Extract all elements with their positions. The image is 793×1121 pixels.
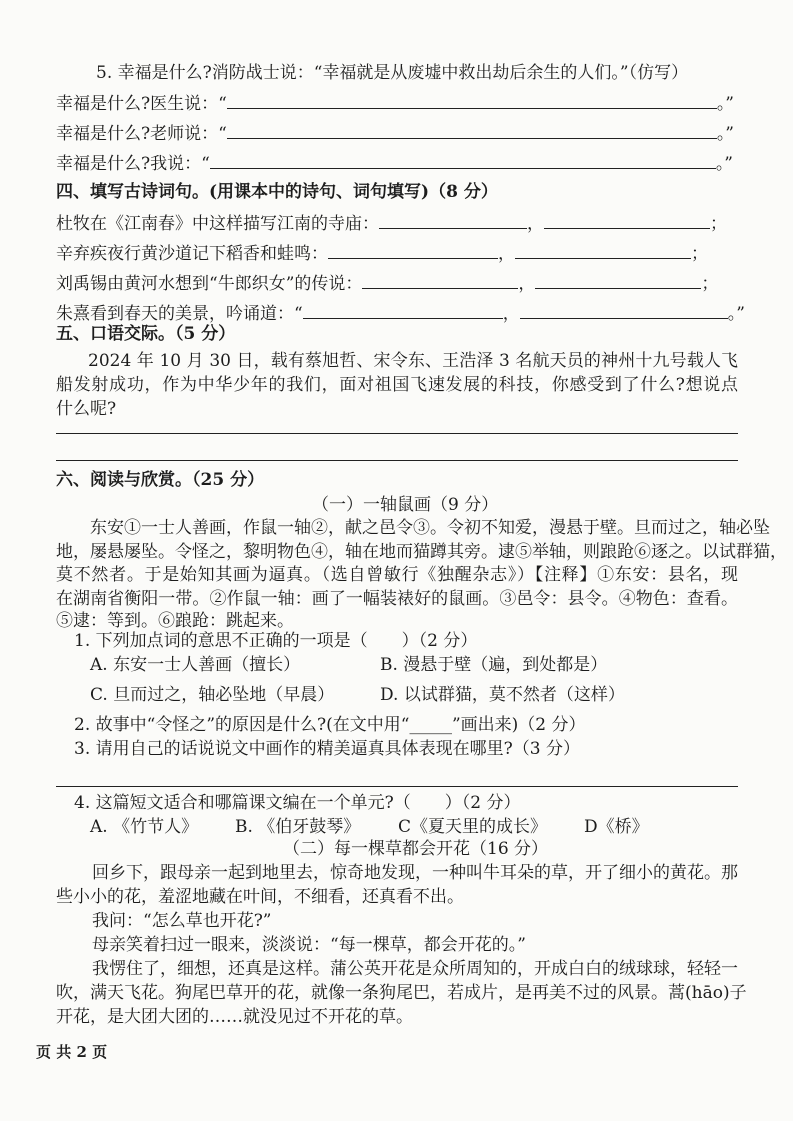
- poem-row-1-blank-a[interactable]: [379, 214, 527, 229]
- passage1-line-4: 在湖南省衡阳一带。②作鼠一轴：画了一幅装裱好的鼠画。③邑令：县令。④物色：查看。: [56, 589, 738, 609]
- poem-row-4-blank-a[interactable]: [303, 304, 503, 319]
- q4-option-b[interactable]: B. 《伯牙鼓琴》: [235, 817, 361, 837]
- s5-para-line-3: 什么呢?: [56, 399, 117, 419]
- q4-option-a[interactable]: A. 《竹节人》: [90, 817, 199, 837]
- passage2-line-6: 吹，满天飞花。狗尾巴草开的花，就像一条狗尾巴，若成片，是再美不过的风景。蒿(hāo)子: [56, 983, 747, 1003]
- passage1-line-2: 地，屡悬屡坠。令怪之，黎明物色④，轴在地而猫蹲其旁。逮⑤举轴，则踉跄⑥逐之。以试群猫，: [56, 542, 787, 562]
- poem-row-3: [56, 273, 718, 295]
- poem-row-4-label: 朱熹看到春天的美景，吟诵道：“: [56, 304, 303, 324]
- q5-line-me: [56, 153, 733, 175]
- passage2-title: （二）每一棵草都会开花（16 分）: [283, 839, 549, 859]
- q5-line-doctor: [56, 93, 734, 115]
- q4-option-d[interactable]: D《桥》: [584, 817, 649, 837]
- q4-option-c[interactable]: C《夏天里的成长》: [398, 817, 548, 837]
- passage1-line-5: ⑤逮：等到。⑥踉跄：跳起来。: [56, 611, 294, 631]
- q1-option-b[interactable]: B. 漫悬于壁（遍，到处都是）: [380, 655, 608, 675]
- q5-teacher-end: 。”: [716, 124, 735, 144]
- q5-teacher-blank[interactable]: [227, 124, 717, 139]
- q5-line-teacher: [56, 123, 734, 145]
- answer-line[interactable]: [56, 433, 738, 434]
- poem-row-3-label: 刘禹锡由黄河水想到“牛郎织女”的传说：: [56, 274, 363, 294]
- q5-prompt: 5. 幸福是什么?消防战士说：“幸福就是从废墟中救出劫后余生的人们。”（仿写）: [96, 63, 689, 83]
- semicolon: ；: [701, 274, 719, 294]
- q1-option-c[interactable]: C. 旦而过之，轴必坠地（早晨）: [90, 685, 335, 705]
- comma: ，: [502, 304, 520, 324]
- question-2: 2. 故事中“令怪之”的原因是什么?(在文中用“_____”画出来)（2 分）: [74, 715, 586, 735]
- semicolon: ；: [691, 244, 708, 264]
- poem-row-1-label: 杜牧在《江南春》中这样描写江南的寺庙：: [56, 214, 379, 234]
- poem-row-4-end: 。”: [727, 304, 745, 324]
- q5-doctor-label: 幸福是什么?医生说：“: [56, 94, 227, 114]
- passage2-line-2: 些小小的花，羞涩地藏在叶间，不细看，还真看不出。: [56, 887, 464, 907]
- passage2-line-1: 回乡下，跟母亲一起到地里去，惊奇地发现，一种叫牛耳朵的草，开了细小的黄花。那: [92, 863, 738, 883]
- passage2-line-4: 母亲笑着扫过一眼来，淡淡说：“每一棵草，都会开花的。”: [92, 935, 526, 955]
- poem-row-1: [56, 213, 727, 235]
- answer-line[interactable]: [56, 460, 738, 461]
- comma: ，: [527, 214, 544, 234]
- section4-heading: 四、填写古诗词句。(用课本中的诗句、词句填写)（8 分）: [56, 182, 498, 202]
- passage1-line-3: 莫不然者。于是始知其画为逼真。（选自曾敏行《独醒杂志》）【注释】①东安：县名，现: [56, 565, 738, 585]
- semicolon: ；: [710, 214, 727, 234]
- poem-row-2-blank-a[interactable]: [328, 244, 498, 259]
- poem-row-4-blank-b[interactable]: [520, 304, 728, 319]
- q5-me-label: 幸福是什么?我说：“: [56, 154, 210, 174]
- comma: ，: [518, 274, 536, 294]
- page-footer: 页 共 2 页: [36, 1043, 108, 1061]
- passage1-line-1: 东安①一士人善画，作鼠一轴②，献之邑令③。令初不知爱，漫悬于壁。旦而过之，轴必坠: [90, 518, 770, 538]
- s5-para-line-1: 2024 年 10 月 30 日，载有蔡旭哲、宋令东、王浩泽 3 名航天员的神州十九号载人飞: [88, 351, 738, 371]
- poem-row-2-label: 辛弃疾夜行黄沙道记下稻香和蛙鸣：: [56, 244, 328, 264]
- question-4: 4. 这篇短文适合和哪篇课文编在一个单元?（ ）（2 分）: [74, 793, 521, 813]
- section6-heading: 六、阅读与欣赏。（25 分）: [56, 470, 265, 490]
- q5-me-blank[interactable]: [210, 154, 716, 169]
- poem-row-1-blank-b[interactable]: [544, 214, 710, 229]
- s5-para-line-2: 船发射成功，作为中华少年的我们，面对祖国飞速发展的科技，你感受到了什么?想说点: [56, 375, 738, 395]
- poem-row-2-blank-b[interactable]: [515, 244, 691, 259]
- passage2-line-3: 我问：“怎么草也开花?”: [92, 911, 272, 931]
- q5-doctor-blank[interactable]: [227, 94, 717, 109]
- poem-row-3-blank-a[interactable]: [362, 274, 518, 289]
- question-1: 1. 下列加点词的意思不正确的一项是（ ）（2 分）: [74, 631, 478, 651]
- passage2-line-5: 我愣住了，细想，还真是这样。蒲公英开花是众所周知的，开成白白的绒球球，轻轻一: [92, 959, 738, 979]
- comma: ，: [498, 244, 515, 264]
- q5-doctor-end: 。”: [716, 94, 735, 114]
- q5-teacher-label: 幸福是什么?老师说：“: [56, 124, 227, 144]
- answer-line[interactable]: [56, 786, 738, 787]
- poem-row-4: [56, 303, 745, 325]
- q1-option-d[interactable]: D. 以试群猫，莫不然者（这样）: [380, 685, 625, 705]
- section5-heading: 五、口语交际。（5 分）: [56, 324, 236, 344]
- poem-row-3-blank-b[interactable]: [535, 274, 701, 289]
- passage2-line-7: 开花，是大团大团的……就没见过不开花的草。: [56, 1007, 413, 1027]
- q5-me-end: 。”: [715, 154, 734, 174]
- poem-row-2: [56, 243, 708, 265]
- passage1-title: （一）一轴鼠画（9 分）: [312, 495, 499, 515]
- question-3: 3. 请用自己的话说说文中画作的精美逼真具体表现在哪里?（3 分）: [74, 739, 580, 759]
- q1-option-a[interactable]: A. 东安一士人善画（擅长）: [90, 655, 301, 675]
